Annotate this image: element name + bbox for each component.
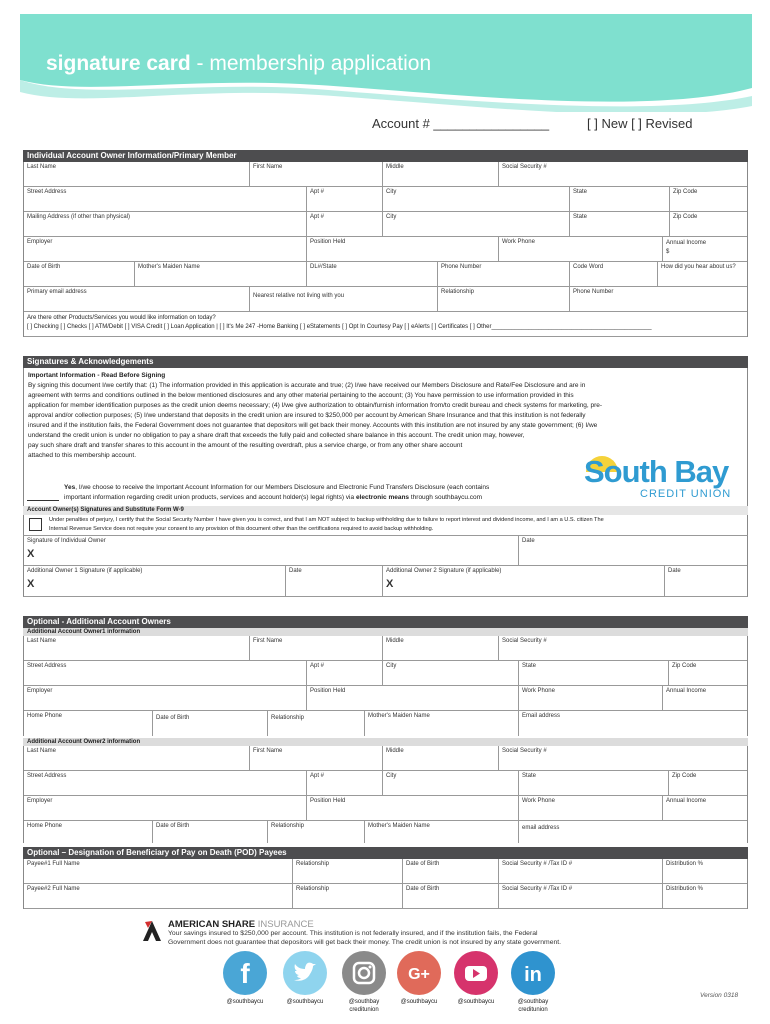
yes-label: Yes [64, 484, 76, 491]
svg-text:G+: G+ [408, 966, 430, 983]
insurance-brand [168, 919, 314, 930]
text-line: application for member identification purposes as the credit union deems necessary; (4) I/we give authorization to obtain/furnish information from/to credit bureau and check systems for marketing, pre- [28, 402, 603, 409]
relationship-field[interactable]: Relationship [267, 821, 364, 843]
form-row [24, 821, 747, 843]
last-name-field[interactable]: Last Name [27, 164, 57, 170]
state-field[interactable]: State [569, 212, 669, 236]
version-label: Version 0318 [700, 992, 739, 999]
home-phone-field[interactable]: Home Phone [27, 713, 63, 719]
signature-x-mark: X [27, 578, 35, 590]
american-share-logo-icon [142, 920, 162, 942]
individual-signature-field[interactable] [24, 536, 518, 565]
street-address-field[interactable]: Street Address [27, 773, 67, 779]
work-phone-field[interactable]: Work Phone [518, 796, 662, 820]
handle-line: @southbaycu [457, 999, 495, 1005]
annual-income-field[interactable] [662, 237, 748, 261]
handle-line: @southbaycu [400, 999, 438, 1005]
signature-x-mark: X [27, 548, 35, 560]
primary-grid [23, 162, 748, 337]
home-phone-field[interactable]: Home Phone [27, 823, 63, 829]
signature-x-mark: X [386, 578, 394, 590]
ssn-field[interactable]: Social Security # [498, 636, 748, 660]
addl1-label: Additional Owner 1 Signature (if applicable) [27, 568, 143, 574]
linkedin-icon[interactable] [511, 951, 555, 995]
ssn-field[interactable]: Social Security # [498, 162, 748, 186]
yes-line2-bold: electronic means [355, 494, 410, 501]
important-heading: Important Information - Read Before Signing [28, 372, 166, 379]
signature-row [24, 536, 747, 566]
dl-state-field[interactable]: DL#/State [306, 262, 437, 286]
employer-field[interactable]: Employer [27, 239, 53, 245]
state-field[interactable]: State [569, 187, 669, 211]
text-line: By signing this document I/we certify that: (1) The information provided in this application is accurate and true; (2) I/we have received our Members Disclosure and Rate/Fee Disclosure and are in [28, 382, 586, 389]
relationship-field[interactable]: Relationship [437, 287, 569, 311]
yes-text-line2 [64, 493, 482, 503]
owner2-grid [23, 746, 748, 843]
facebook-icon[interactable] [223, 951, 267, 995]
middle-field[interactable]: Middle [382, 636, 498, 660]
form-row [24, 884, 747, 909]
svg-text:in: in [524, 964, 542, 986]
text-line: pay such share draft and transfer shares to this account in the amount of the resulting overdraft, plus a service charge, or from any other share account [28, 442, 463, 449]
w9-text-line1: Under penalties of perjury, I certify that the Social Security Number I have given you is correct, and that I am NOT subject to backup withholding due to failure to report interest and dividend income, and I am a U.S. citizen The [49, 517, 604, 523]
form-row [24, 287, 747, 312]
handle-line: @southbay [517, 999, 549, 1005]
form-row [24, 686, 747, 711]
youtube-handle [446, 998, 506, 1006]
code-word-field[interactable]: Code Word [569, 262, 657, 286]
first-name-field[interactable]: First Name [249, 636, 382, 660]
handle-line: @southbaycu [286, 999, 324, 1005]
annual-income-field[interactable]: Annual Income [662, 686, 748, 710]
products-row [24, 312, 747, 337]
google-plus-handle [389, 998, 449, 1006]
work-phone-field[interactable]: Work Phone [518, 686, 662, 710]
additional-owner2-signature-field[interactable] [382, 566, 664, 596]
insurance-brand-light: INSURANCE [255, 919, 314, 930]
yes-line2-post: through southbaycu.com [409, 494, 483, 501]
handle-line: creditunion [349, 1007, 379, 1013]
products-question: Are there other Products/Services you would like information on today? [27, 315, 216, 321]
apt-field[interactable]: Apt # [306, 187, 382, 211]
referral-field[interactable]: How did you hear about us? [657, 262, 748, 286]
form-row [24, 262, 747, 287]
ssn-tax-id-field[interactable]: Social Security # /Tax ID # [498, 859, 662, 883]
logo-wordmark: South Bay [584, 454, 729, 489]
city-field[interactable]: City [382, 771, 518, 795]
form-row [24, 859, 747, 884]
text-line: agreement with terms and conditions outlined in the below mentioned disclosures and any other material pertaining to the account; (3) You have permission to use information provided in this [28, 392, 574, 399]
page-title [46, 52, 431, 76]
w9-header: Account Owner(s) Signatures and Substitute Form W-9 [23, 506, 748, 515]
form-row [24, 212, 747, 237]
yes-line1: , I/we choose to receive the Important Account Information for our Members Disclosure and Electronic Fund Transfers Disclosure (each contains [75, 484, 490, 491]
linkedin-handle [503, 998, 563, 1014]
city-field[interactable]: City [382, 661, 518, 685]
products-checkboxes[interactable]: [ ] Checking [ ] Checks [ ] ATM/Debit [ ] VISA Credit [ ] Loan Application | [ ] It's Me 247 -Home Banking [ ] eStatements [ ] Opt In Courtesy Pay [ ] eAlerts [ ] Certificates [ ] Other________________________________________________ [27, 324, 652, 330]
instagram-icon[interactable] [342, 951, 386, 995]
date-field[interactable]: Date [518, 536, 748, 565]
distribution-field[interactable]: Distribution % [662, 859, 748, 883]
text-line: insured and if the institution fails, the Federal Government does not guarantee that depositors will get back their money. Accounts with this institution are not insured by any state government; (6) I/we [28, 422, 598, 429]
state-field[interactable]: State [518, 771, 668, 795]
apt-field[interactable]: Apt # [306, 771, 382, 795]
yes-line2-pre: important information regarding credit union products, services and account holder(s) legal rights) via [64, 494, 356, 501]
dob-field[interactable]: Date of Birth [402, 884, 498, 908]
ssn-field[interactable]: Social Security # [498, 746, 748, 770]
twitter-icon[interactable] [283, 951, 327, 995]
handle-line: @southbay [348, 999, 380, 1005]
street-address-field[interactable]: Street Address [27, 663, 67, 669]
facebook-handle [215, 998, 275, 1006]
city-field[interactable]: City [382, 187, 569, 211]
new-revised-checkboxes[interactable]: [ ] New [ ] Revised [587, 116, 693, 131]
text-line: understand the credit union is under no obligation to pay a share draft that exceeds the fully paid and collected share balance in this account. The credit union may, however, [28, 432, 525, 439]
form-row [24, 187, 747, 212]
svg-text:f: f [240, 958, 250, 989]
dob-field[interactable]: Date of Birth [402, 859, 498, 883]
title-rest: - membership application [190, 52, 432, 75]
account-field[interactable]: Account # ________________ [372, 116, 550, 131]
annual-income-label: Annual Income [666, 240, 707, 246]
youtube-icon[interactable] [454, 951, 498, 995]
date-field[interactable]: Date [285, 566, 382, 596]
logo-subtitle: CREDIT UNION [640, 488, 732, 500]
last-name-field[interactable]: Last Name [27, 748, 57, 754]
zip-field[interactable]: Zip Code [669, 212, 748, 236]
zip-field[interactable]: Zip Code [668, 661, 748, 685]
form-row [24, 711, 747, 736]
form-row [24, 771, 747, 796]
relationship-field[interactable]: Relationship [267, 711, 364, 736]
last-name-field[interactable]: Last Name [27, 638, 57, 644]
yes-text-line1 [64, 483, 489, 493]
optional-owners-header: Optional - Additional Account Owners [23, 616, 748, 628]
form-row [24, 636, 747, 661]
dob-field[interactable]: Date of Birth [152, 821, 267, 843]
mailing-address-field[interactable]: Mailing Address (if other than physical) [27, 214, 131, 220]
primary-section-header: Individual Account Owner Information/Primary Member [23, 150, 748, 162]
title-bold: signature card [46, 52, 191, 75]
insurance-line1: Your savings insured to $250,000 per account. This institution is not federally insured, and if the institution fails, the Federal [168, 930, 538, 937]
city-field[interactable]: City [382, 212, 569, 236]
first-name-field[interactable]: First Name [249, 746, 382, 770]
form-row [24, 162, 747, 187]
ssn-tax-id-field[interactable]: Social Security # /Tax ID # [498, 884, 662, 908]
zip-field[interactable]: Zip Code [669, 187, 748, 211]
form-row [24, 661, 747, 686]
pod-grid [23, 859, 748, 909]
maiden-name-field[interactable]: Mother's Maiden Name [134, 262, 306, 286]
maiden-name-field[interactable]: Mother's Maiden Name [364, 711, 518, 736]
relationship-field[interactable]: Relationship [292, 859, 402, 883]
email-field[interactable]: email address [518, 821, 748, 843]
owner1-grid [23, 636, 748, 736]
w9-checkbox[interactable] [29, 518, 42, 531]
owner2-subheader: Additional Account Owner2 information [23, 738, 748, 746]
payee2-name-field[interactable]: Payee#2 Full Name [27, 886, 80, 892]
handle-line: @southbaycu [226, 999, 264, 1005]
maiden-name-field[interactable]: Mother's Maiden Name [364, 821, 518, 843]
email-field[interactable]: Primary email address [27, 289, 87, 295]
state-field[interactable]: State [518, 661, 668, 685]
signatures-section-header: Signatures & Acknowledgements [23, 356, 748, 368]
twitter-handle [275, 998, 335, 1006]
insurance-line2: Government does not guarantee that depositors will get back their money. The credit union is not insured by any state government. [168, 939, 562, 946]
instagram-handle [334, 998, 394, 1014]
position-field[interactable]: Position Held [306, 796, 518, 820]
annual-income-field[interactable]: Annual Income [662, 796, 748, 820]
work-phone-field[interactable]: Work Phone [498, 237, 662, 261]
currency-sign: $ [666, 249, 670, 255]
dob-field[interactable]: Date of Birth [152, 711, 267, 736]
position-field[interactable]: Position Held [306, 237, 498, 261]
middle-field[interactable]: Middle [382, 162, 498, 186]
additional-owner1-signature-field[interactable] [24, 566, 285, 596]
phone-field[interactable]: Phone Number [437, 262, 569, 286]
form-row [24, 237, 747, 262]
owner1-subheader: Additional Account Owner1 information [23, 628, 748, 636]
insurance-brand-bold: AMERICAN SHARE [168, 919, 256, 930]
distribution-field[interactable]: Distribution % [662, 884, 748, 908]
south-bay-logo [582, 446, 747, 502]
signature-grid [23, 535, 748, 596]
position-field[interactable]: Position Held [306, 686, 518, 710]
form-row [24, 796, 747, 821]
payee1-name-field[interactable]: Payee#1 Full Name [27, 861, 80, 867]
email-field[interactable]: Email address [518, 711, 748, 736]
employer-field[interactable]: Employer [27, 688, 53, 694]
relative-phone-field[interactable]: Phone Number [569, 287, 748, 311]
w9-text-line2: Internal Revenue Service does not require your consent to any provision of this document other than the certifications required to avoid backup withholding. [49, 526, 434, 532]
signature-row [24, 566, 747, 596]
handle-line: creditunion [518, 1007, 548, 1013]
yes-initial-line[interactable] [27, 492, 59, 501]
pod-section-header: Optional – Designation of Beneficiary of Pay on Death (POD) Payees [23, 847, 748, 859]
dob-field[interactable]: Date of Birth [27, 264, 61, 270]
street-address-field[interactable]: Street Address [27, 189, 67, 195]
individual-signature-label: Signature of Individual Owner [27, 538, 106, 544]
date-field[interactable]: Date [664, 566, 748, 596]
apt-field[interactable]: Apt # [306, 212, 382, 236]
employer-field[interactable]: Employer [27, 798, 53, 804]
addl2-label: Additional Owner 2 Signature (if applicable) [386, 568, 502, 574]
relative-field[interactable]: Nearest relative not living with you [249, 287, 437, 311]
form-row [24, 746, 747, 771]
relationship-field[interactable]: Relationship [292, 884, 402, 908]
middle-field[interactable]: Middle [382, 746, 498, 770]
apt-field[interactable]: Apt # [306, 661, 382, 685]
google-plus-icon[interactable] [397, 951, 441, 995]
first-name-field[interactable]: First Name [249, 162, 382, 186]
text-line: attached to this membership account. [28, 452, 137, 459]
zip-field[interactable]: Zip Code [668, 771, 748, 795]
text-line: approval and/or collection purposes; (5) I/we understand that deposits in the credit union are insured to $250,000 per account by American Share Insurance and that this institution is not federally [28, 412, 586, 419]
